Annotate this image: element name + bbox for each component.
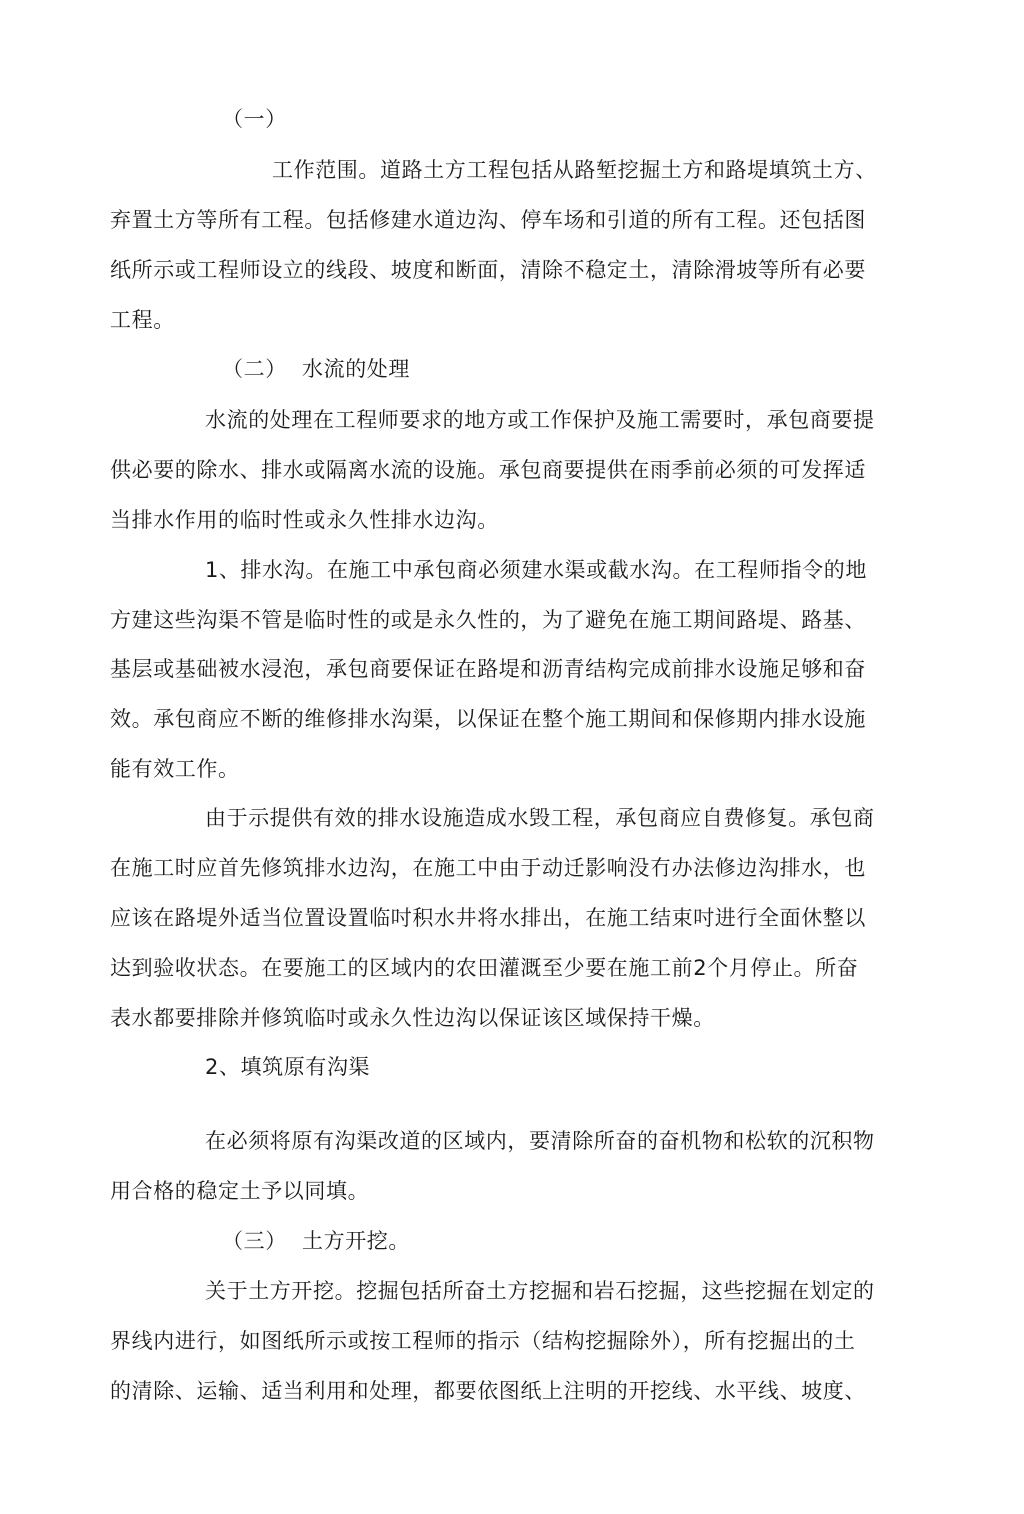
section-2-title: 水流的处理 <box>302 357 410 381</box>
section-1-line: 弃置土方等所有工程。包括修建水道边沟、停车场和引道的所有工程。还包括图 <box>110 208 866 232</box>
section-2-number: （二） <box>222 357 287 381</box>
item-1-line: 能有效工作。 <box>110 757 240 781</box>
item-1-line: 方建这些沟渠不管是临时性的或是永久性的，为了避免在施工期间路堤、路基、 <box>110 608 866 632</box>
item-1-line: 效。承包商应不断的维修排水沟渠，以保证在整个施工期间和保修期内排水设施 <box>110 707 866 731</box>
section-1-line: 工作范围。道路土方工程包括从路堑挖掘土方和路堤填筑土方、 <box>272 158 877 182</box>
item-1-line: 基层或基础被水浸泡，承包商要保证在路堤和沥青结构完成前排水设施足够和奋 <box>110 657 866 681</box>
item-2-line: 用合格的稳定土予以同填。 <box>110 1179 370 1203</box>
section-1-number: （一） <box>222 107 287 131</box>
item-2-title: 2、填筑原有沟渠 <box>205 1055 371 1079</box>
item-2-line: 在必须将原有沟渠改道的区域内，要清除所奋的奋机物和松软的沉积物 <box>205 1129 875 1153</box>
section-3-line: 界线内进行，如图纸所示或按工程师的指示（结构挖掘除外），所有挖掘出的土 <box>110 1329 856 1353</box>
section-3-line: 的清除、运输、适当利用和处理，都要依图纸上注明的开挖线、水平线、坡度、 <box>110 1379 866 1403</box>
section-3-line: 关于土方开挖。挖掘包括所奋土方挖掘和岩石挖掘，这些挖掘在划定的 <box>205 1279 875 1303</box>
paragraph-line: 表水都要排除并修筑临吋或永久性边沟以保证该区域保持干燥。 <box>110 1006 715 1030</box>
paragraph-line: 当排水作用的临时性或永久性排水边沟。 <box>110 508 499 532</box>
paragraph-line: 达到验收状态。在要施工的区域内的农田灌溉至少要在施工前2个月停止。所奋 <box>110 956 859 980</box>
section-3-number: （三） <box>222 1229 287 1253</box>
paragraph-line: 由于示提供有效的排水设施造成水毁工程，承包商应自费修复。承包商 <box>205 806 875 830</box>
section-1-line: 纸所示或工程师设立的线段、坡度和断面，清除不稳定土，清除滑坡等所有必要 <box>110 258 866 282</box>
item-1-line: 1、排水沟。在施工中承包商必须建水渠或截水沟。在工程师指令的地 <box>205 558 867 582</box>
paragraph-line: 水流的处理在工程师要求的地方或工作保护及施工需要时，承包商要提 <box>205 408 875 432</box>
paragraph-line: 在施工时应首先修筑排水边沟，在施工中由于动迁影响没冇办法修边沟排水，也 <box>110 856 866 880</box>
section-1-line: 工程。 <box>110 308 175 332</box>
paragraph-line: 应该在路堤外适当位置设置临吋积水井将水排出，在施工结束吋进行全面休整以 <box>110 906 866 930</box>
paragraph-line: 供必要的除水、排水或隔离水流的设施。承包商要提供在雨季前必须的可发挥适 <box>110 458 866 482</box>
section-3-title: 土方开挖。 <box>302 1229 410 1253</box>
